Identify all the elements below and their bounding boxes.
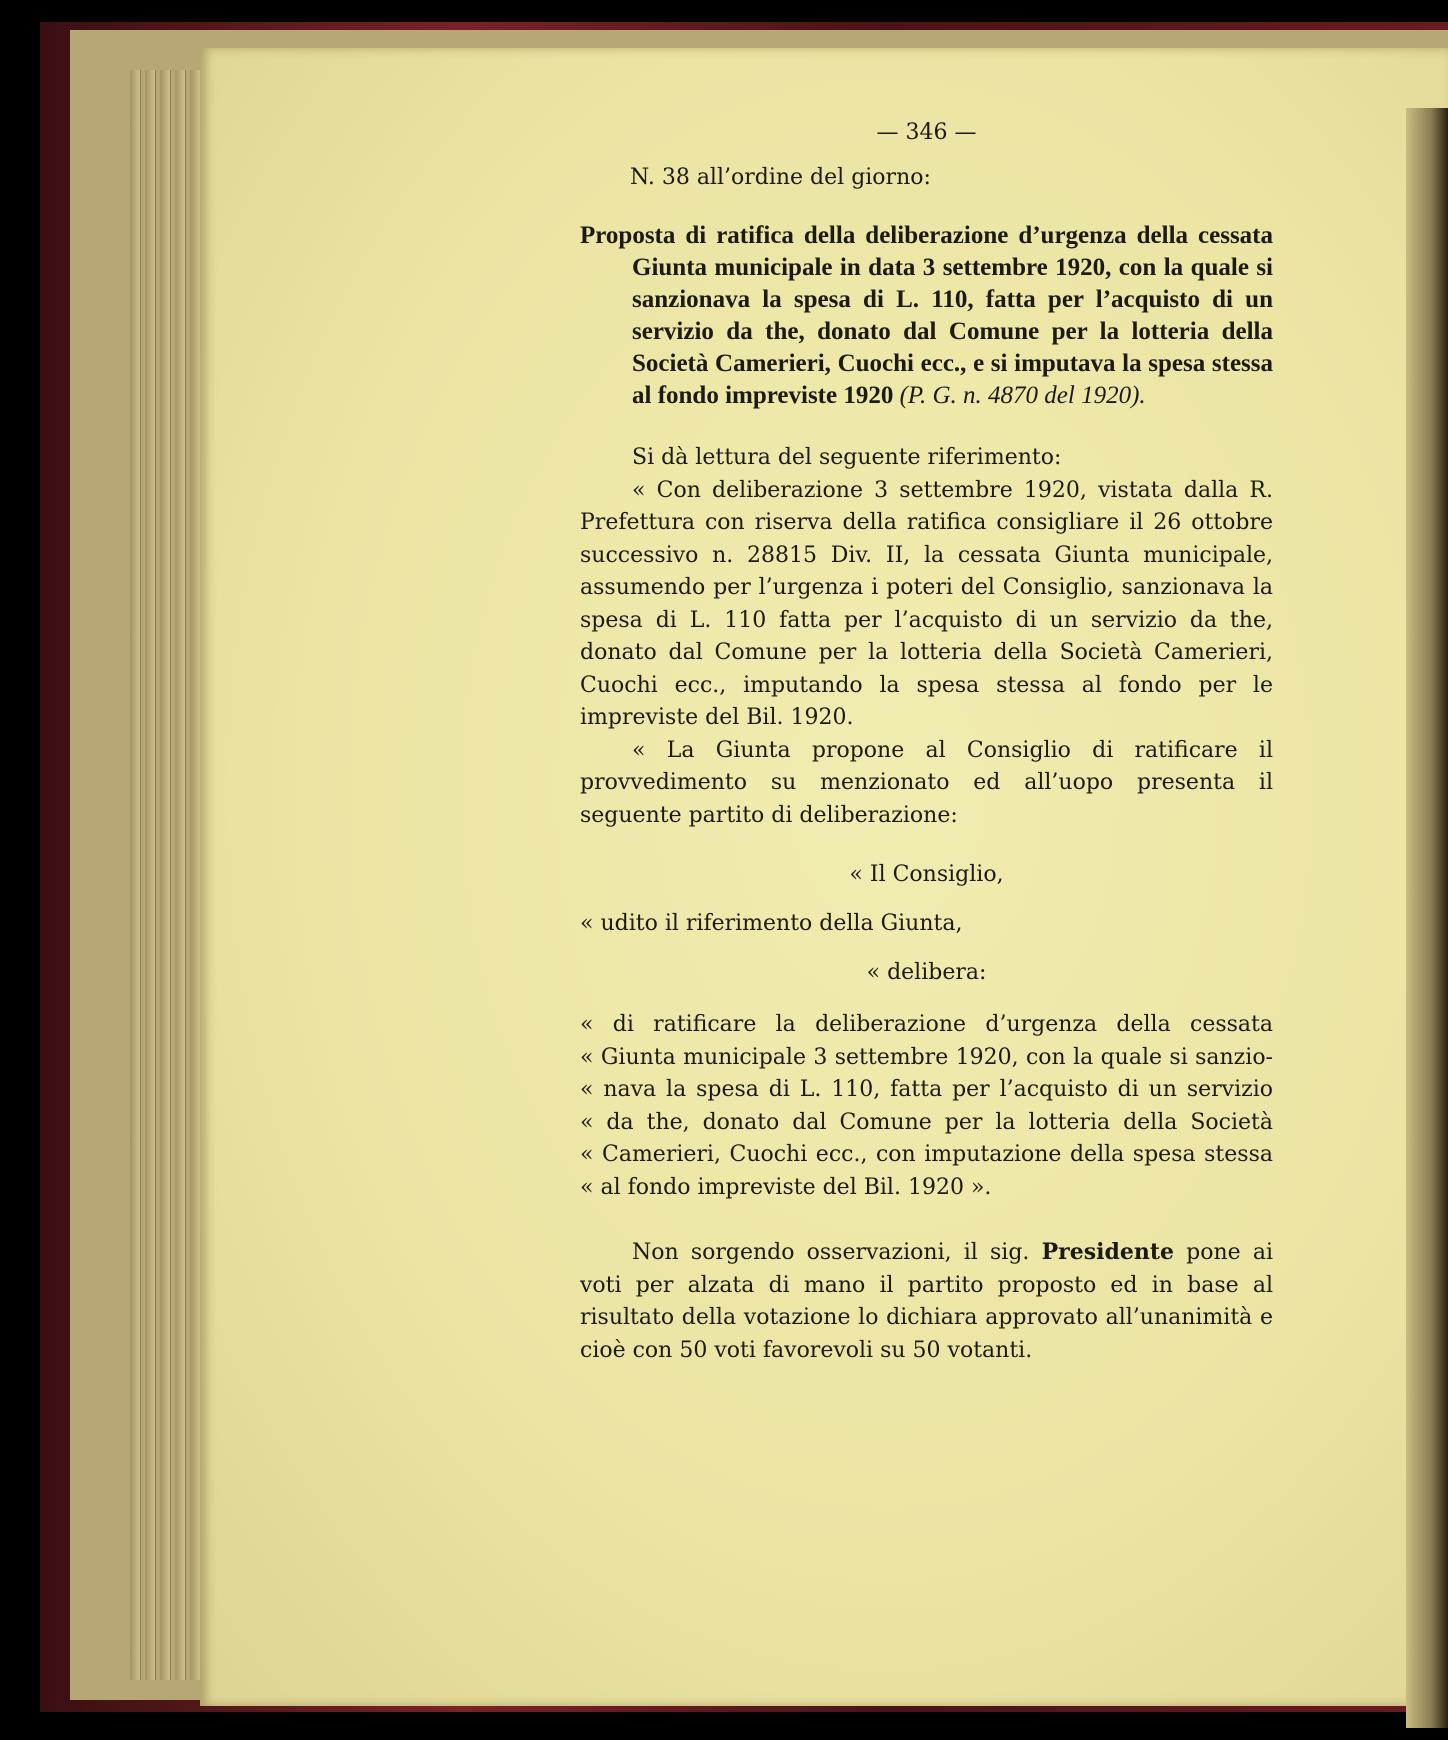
title-reference: (P. G. n. 4870 del 1920). [899, 382, 1146, 409]
resolution-line: « di ratificare la deliberazione d’urgenza della cessata [580, 1012, 1273, 1037]
speaker: Presidente [1041, 1239, 1174, 1265]
page-edge [130, 70, 141, 1680]
resolution-line: « da the, donato dal Comune per la lotteria della Società [580, 1109, 1273, 1135]
resolution-line: « al fondo impreviste del Bil. 1920 ». [580, 1174, 992, 1200]
page-edge [160, 70, 171, 1680]
reading-intro: Si dà lettura del seguente riferimento: [632, 445, 1062, 470]
resolution-line: « Camerieri, Cuochi ecc., con imputazione della spesa stessa [580, 1142, 1273, 1167]
title-text: Proposta di ratifica della deliberazione d’urgenza della cessata Giunta municipale in data 3 settembre 1920, con la quale si sanzionava la spesa di L. 110, fatta per l’acquisto di un servizio da the, donato dal Comune per la lotteria della Società Camerieri, Cuochi ecc., e si imputava la spesa stessa al fondo impreviste 1920 [580, 222, 1273, 409]
page-number: — 346 — [876, 120, 977, 145]
heard-line: « udito il riferimento della Giunta, [580, 911, 963, 936]
paragraph-1: « Con deliberazione 3 settembre 1920, vistata dalla R. Prefettura con riserva della ratifica consigliare il 26 ottobre successivo n. 28815 Div. II, la cessata Giunta municipale, assumendo per l’urgenza i poteri del Consiglio, sanzionava la spesa di L. 110 fatta per l’acquisto di un servizio da the, donato dal Comune per la lotteria della Società Camerieri, Cuochi ecc., imputando la spesa stessa al fondo per le impreviste del Bil. 1920. [580, 477, 1273, 730]
paragraph-2: « La Giunta propone al Consiglio di ratificare il provvedimento su menzionato ed all’uopo presenta il seguente partito di deliberazione: [580, 737, 1273, 828]
closing-after: pone ai voti per alzata di mano il partito proposto ed in base al risultato della votazione lo dichiara approvato all’unanimità e cioè con 50 voti favorevoli su 50 votanti. [580, 1240, 1273, 1363]
item-heading: N. 38 all’ordine del giorno: [630, 165, 931, 190]
council-line: « Il Consiglio, [849, 862, 1004, 887]
closing-before: Non sorgendo osservazioni, il sig. [632, 1240, 1030, 1265]
page-content [580, 120, 1273, 1367]
deliberates-line: « delibera: [866, 960, 987, 985]
page-edge [145, 70, 156, 1680]
resolution-line: « Giunta municipale 3 settembre 1920, con la quale si sanzio- [580, 1044, 1273, 1070]
page-right-edge [1406, 108, 1448, 1728]
page-edge [175, 70, 186, 1680]
closing-paragraph [580, 1236, 1273, 1367]
resolution-line: « nava la spesa di L. 110, fatta per l’acquisto di un servizio [580, 1077, 1273, 1102]
resolution [580, 1009, 1273, 1204]
agenda-title [580, 220, 1273, 412]
